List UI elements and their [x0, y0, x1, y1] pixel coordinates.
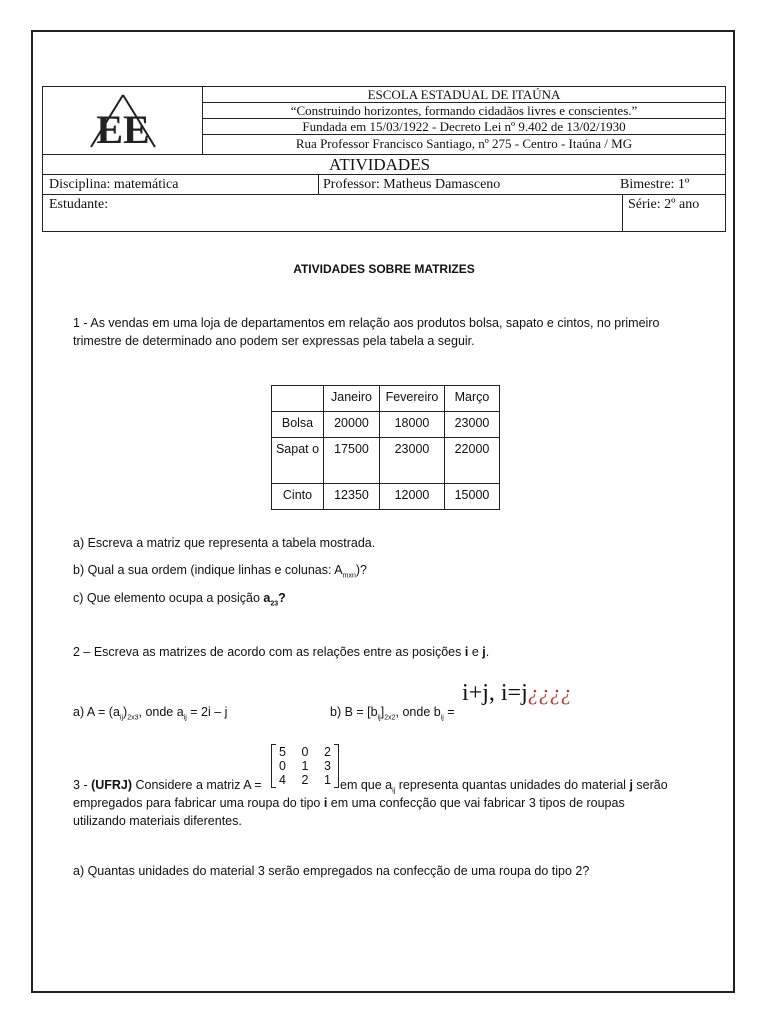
table-cell: 18000: [380, 412, 445, 438]
table-cell: Sapat o: [272, 438, 324, 484]
table-cell: Fevereiro: [380, 386, 445, 412]
table-cell: Janeiro: [324, 386, 380, 412]
q1-item-c: c) Que elemento ocupa a posição $a_{23}$?: [73, 591, 286, 608]
table-header-row: [272, 386, 500, 412]
matrix-cell: 2: [301, 773, 309, 787]
q2-formula-image: i+j, i=j¿¿¿¿: [462, 680, 572, 706]
table-cell: Março: [445, 386, 500, 412]
bimestre-label: Bimestre: 1º: [620, 177, 690, 192]
atividades-heading: ATIVIDADES: [43, 154, 725, 175]
school-logo: [43, 87, 203, 154]
table-row: [272, 438, 500, 484]
matrix-cell: 3: [324, 759, 331, 773]
logo-letters: EE: [96, 107, 150, 152]
matrix-cell: 1: [301, 759, 309, 773]
q2-item-a: a) $A = (a_{ij})_{2x3}$, onde $a_{ij} = 2i - j$: [73, 705, 228, 722]
matrix-a: [271, 744, 339, 788]
q3-item-a: a) Quantas unidades do material 3 serão empregados na confecção de uma roupa do tipo 2?: [73, 864, 590, 878]
school-founded: Fundada em 15/03/1922 - Decreto Lei nº 9.402 de 13/02/1930: [203, 119, 725, 135]
q3-line2: empregados para fabricar uma roupa do tipo i em uma confecção que vai fabricar 3 tipos de roupas: [73, 796, 625, 810]
matrix-cell: 0: [301, 745, 309, 759]
table-cell: 15000: [445, 484, 500, 510]
page-title: ATIVIDADES SOBRE MATRIZES: [293, 262, 475, 276]
school-name: ESCOLA ESTADUAL DE ITAÚNA: [203, 87, 725, 103]
matrix-cell: 5: [279, 745, 286, 759]
table-cell: Bolsa: [272, 412, 324, 438]
q1-item-a: a) Escreva a matriz que representa a tabela mostrada.: [73, 536, 376, 550]
matrix-cell: 2: [324, 745, 331, 759]
q3-line3: utilizando materiais diferentes.: [73, 814, 242, 828]
matrix-cell: 0: [279, 759, 286, 773]
table-cell: 12350: [324, 484, 380, 510]
matrix-cell: 4: [279, 773, 286, 787]
table-cell: 17500: [324, 438, 380, 484]
student-row: [43, 195, 725, 231]
table-row: [272, 412, 500, 438]
table-cell: 20000: [324, 412, 380, 438]
student-label: Estudante:: [49, 197, 109, 212]
school-header: [42, 86, 726, 232]
table-cell: Cinto: [272, 484, 324, 510]
table-cell: 12000: [380, 484, 445, 510]
table-row: [272, 484, 500, 510]
school-address: Rua Professor Francisco Santiago, nº 275 - Centro - Itaúna / MG: [295, 136, 633, 151]
table-cell: 23000: [380, 438, 445, 484]
discipline-row: [43, 175, 725, 195]
serie-label: Série: 2º ano: [628, 197, 700, 212]
discipline-label: Disciplina: matemática: [49, 177, 179, 192]
q3-label: 3 - (UFRJ) Considere a matriz A =: [73, 778, 262, 792]
logo-cell: [43, 87, 203, 154]
school-info: [203, 87, 725, 154]
q3-line1: em que $a_{ij}$ representa quantas unidades do material j serão: [340, 778, 668, 795]
matrix-cell: 1: [324, 773, 331, 787]
q1-item-b: b) Qual a sua ordem (indique linhas e colunas: $A_{mxn}$)?: [73, 563, 367, 580]
table-cell: 23000: [445, 412, 500, 438]
table-cell: [272, 386, 324, 412]
q2-intro: 2 – Escreva as matrizes de acordo com as relações entre as posições i e j.: [73, 645, 490, 659]
table-cell: 22000: [445, 438, 500, 484]
sales-table: [271, 385, 500, 510]
professor-label: Professor: Matheus Damasceno: [323, 177, 501, 192]
q2-item-b: b) $B = [b_{ij}]_{2x2}$, onde $b_{ij}$ =: [330, 705, 455, 722]
school-motto: “Construindo horizontes, formando cidadãos livres e conscientes.”: [203, 103, 725, 119]
q1-intro: 1 - As vendas em uma loja de departamentos em relação aos produtos bolsa, sapato e cintos, no primeiro trimestre de determinado ano podem ser expressas pela tabela a seguir.: [73, 316, 660, 348]
